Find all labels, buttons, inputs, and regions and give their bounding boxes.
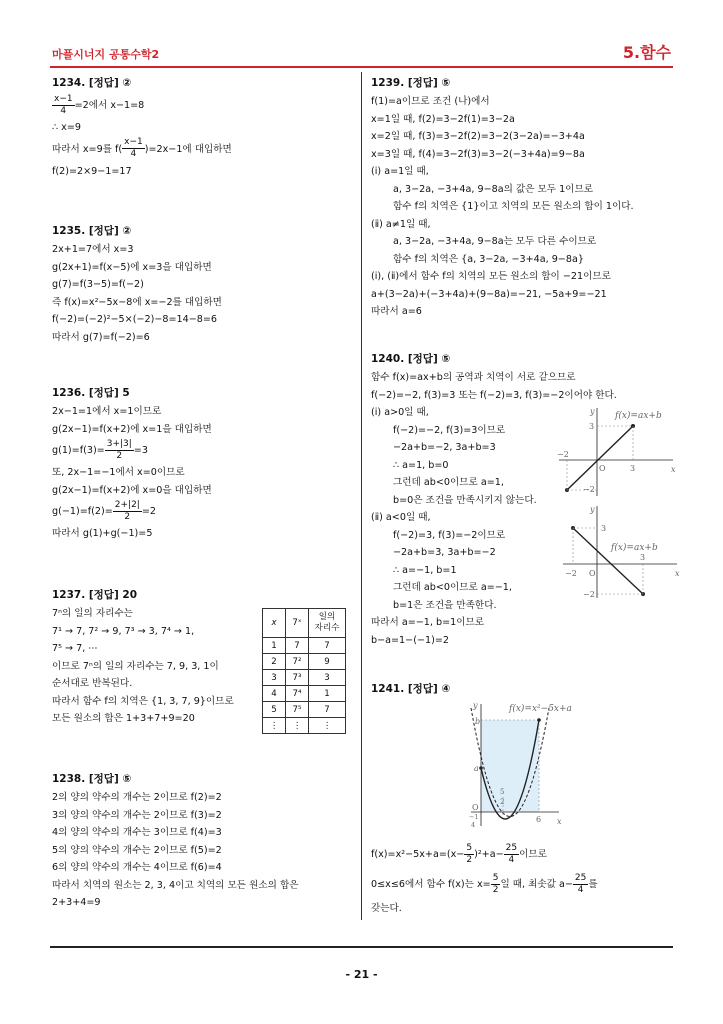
solution-line: −2a+b=−2, 3a+b=3: [393, 442, 496, 453]
solution-line: 5의 양의 약수의 개수는 2이므로 f(5)=2: [52, 844, 222, 856]
solution-line: 2x+1=7에서 x=3: [52, 244, 134, 255]
y-axis-label: y: [590, 407, 595, 416]
solution-line: 또, 2x−1=−1에서 x=0이므로: [52, 467, 185, 478]
table-row: 3 7³ 3: [263, 670, 346, 686]
fraction: $\frac{x-1}{4}$: [124, 137, 143, 159]
problem-title: 1237. [정답] 20: [52, 589, 138, 601]
problem-title: 1235. [정답] ②: [52, 225, 132, 237]
solution-line: (ⅰ), (ⅱ)에서 함수 f의 치역의 모든 원소의 합이 −21이므로: [371, 271, 611, 282]
tick-label: b: [475, 717, 481, 726]
solution-line: x=2일 때, f(3)=3−2f(2)=3−2(3−2a)=−3+4a: [371, 131, 585, 142]
solution-line: x=3일 때, f(4)=3−2f(3)=3−2(−3+4a)=9−8a: [371, 148, 585, 160]
column-divider: [361, 72, 362, 920]
fraction: $\frac{5}{2}$: [492, 872, 499, 895]
solution-line: 따라서 a=6: [371, 306, 422, 317]
solution-line: 함수 f의 치역은 {a, 3−2a, −3+4a, 9−8a}: [393, 253, 584, 265]
solution-line: 이므로 7ⁿ의 일의 자리수는 7, 9, 3, 1이: [52, 660, 219, 672]
function-label: f(x)=ax+b: [615, 411, 662, 421]
problem-1240: [371, 350, 680, 649]
chapter-title: 5.함수: [622, 43, 671, 62]
solution-line: 0≤x≤6에서 함수 f(x)는 x= $\frac{5}{2}$ 일 때, 최솟값 a− $\frac{25}{4}$ 를: [371, 872, 598, 895]
solution-line: 그런데 ab<0이므로 a=−1,: [393, 582, 512, 593]
solution-line: (ⅱ) a<0일 때,: [371, 512, 431, 523]
solution-line: 7¹ → 7, 7² → 9, 7³ → 3, 7⁴ → 1,: [52, 625, 195, 637]
problem-1235: [52, 222, 352, 346]
solution-line: f(x)=x²−5x+a=(x− $\frac{5}{2}$ )²+a− $\frac{25}{4}$ 이므로: [371, 842, 547, 865]
solution-line: 따라서 a=−1, b=1이므로: [371, 617, 485, 628]
solution-line: x=1일 때, f(2)=3−2f(1)=3−2a: [371, 113, 515, 125]
x-axis-label: x: [671, 465, 676, 474]
tick-label: 5: [500, 788, 505, 796]
tick-label: 2: [500, 798, 505, 806]
solution-line: 2+3+4=9: [52, 897, 101, 908]
solution-line: ∴ a=−1, b=1: [393, 564, 457, 576]
solution-line: 3의 양의 약수의 개수는 2이므로 f(3)=2: [52, 809, 222, 821]
function-label: f(x)=ax+b: [611, 543, 658, 553]
solution-line: (ⅰ) a>0일 때,: [371, 407, 429, 418]
solution-line: g(2x+1)=f(x−5)에 x=3을 대입하면: [52, 261, 212, 273]
tick-label: a: [474, 764, 479, 773]
solution-line: f(−2)=−2, f(3)=3이므로: [393, 424, 506, 436]
tick-label: 3: [601, 524, 607, 533]
tick-label: 3: [640, 553, 646, 562]
solution-line: 함수 f(x)=ax+b의 공역과 치역이 서로 같으므로: [371, 372, 576, 383]
table-row: 5 7⁵ 7: [263, 702, 346, 718]
problem-1234: [52, 74, 352, 180]
solution-body: [371, 840, 676, 918]
solution-line: 7ⁿ의 일의 자리수는: [52, 608, 133, 619]
solution-line: f(1)=a이므로 조건 (나)에서: [371, 96, 490, 107]
fraction: $\frac{5}{2}$: [466, 842, 473, 865]
solution-line: −2a+b=3, 3a+b=−2: [393, 547, 496, 558]
tick-label: −2: [557, 450, 569, 459]
solution-line: f(2)=2×9−1=17: [52, 165, 132, 177]
solution-line: ∴ a=1, b=0: [393, 459, 449, 471]
table-row: ⋮ ⋮ ⋮: [263, 718, 346, 734]
solution-line: 2의 양의 약수의 개수는 2이므로 f(2)=2: [52, 792, 222, 803]
page-number: - 21 -: [345, 968, 378, 981]
table-header: 일의 자리수: [309, 609, 346, 638]
solution-line: f(−2)=3, f(3)=−2이므로: [393, 529, 506, 541]
solution-line: 따라서 치역의 원소는 2, 3, 4이고 치역의 모든 원소의 합은: [52, 879, 299, 891]
book-title: 마플시너지 공통수학2: [52, 48, 160, 61]
solution-line: 그런데 ab<0이므로 a=1,: [393, 477, 504, 488]
footer-rule: [50, 946, 673, 948]
solution-line: g(7)=f(3−5)=f(−2): [52, 279, 144, 290]
solution-line: 따라서 g(1)+g(−1)=5: [52, 528, 153, 539]
problem-1238: [52, 770, 352, 912]
line-graph: [573, 528, 646, 594]
solution-line: g(−1)=f(2)= $\frac{2+|2|}{2}$ =2: [52, 499, 156, 522]
solution-line: (ⅱ) a≠1일 때,: [371, 218, 431, 230]
fraction: $\frac{2+|2|}{2}$: [114, 499, 140, 522]
solution-line: f(−2)=(−2)²−5×(−2)−8=14−8=6: [52, 314, 218, 325]
units-digit-table: [262, 608, 346, 734]
problem-title: 1238. [정답] ⑤: [52, 773, 132, 785]
tick-label: 4: [471, 821, 476, 829]
solution-line: 따라서 g(7)=f(−2)=6: [52, 331, 150, 343]
solution-line: 4의 양의 약수의 개수는 3이므로 f(4)=3: [52, 827, 222, 838]
solution-line: (ⅰ) a=1일 때,: [371, 166, 429, 177]
tick-label: −2: [565, 569, 577, 578]
solution-line: 갖는다.: [371, 903, 402, 914]
parabola-graph: [467, 700, 607, 830]
tick-label: −2: [583, 485, 595, 494]
solution-line: 즉 f(x)=x²−5x−8에 x=−2를 대입하면: [52, 296, 222, 308]
problem-title: 1240. [정답] ⑤: [371, 353, 451, 365]
graph-decreasing-line: [557, 502, 683, 602]
fraction: $\frac{25}{4}$: [574, 872, 587, 895]
table-header: x: [263, 609, 286, 638]
problem-1239: [371, 74, 676, 321]
tick-label: 3: [630, 464, 636, 473]
solution-line: $\frac{x-1}{4}$ =2에서 x−1=8: [54, 93, 145, 116]
solution-line: g(2x−1)=f(x+2)에 x=0을 대입하면: [52, 484, 212, 496]
solution-line: a, 3−2a, −3+4a, 9−8a는 모두 다른 수이므로: [393, 236, 597, 247]
solution-line: a, 3−2a, −3+4a, 9−8a의 값은 모두 1이므로: [393, 183, 593, 195]
line-graph: [567, 426, 636, 490]
table-header: 7ˣ: [286, 609, 309, 638]
table-row: 1 7 7: [263, 638, 346, 654]
solution-line: ∴ x=9: [52, 122, 81, 133]
solution-line: f(−2)=−2, f(3)=3 또는 f(−2)=3, f(3)=−2이어야 한다.: [371, 389, 617, 401]
solution-line: 함수 f의 치역은 {1}이고 치역의 모든 원소의 합이 1이다.: [393, 201, 634, 212]
fraction: $\frac{x-1}{4}$: [54, 93, 73, 116]
problem-title: 1234. [정답] ②: [52, 77, 132, 89]
solution-line: g(2x−1)=f(x+2)에 x=1을 대입하면: [52, 423, 212, 435]
solution-line: 따라서 함수 f의 치역은 {1, 3, 7, 9}이므로: [52, 695, 234, 707]
solution-line: 모든 원소의 합은 1+3+7+9=20: [52, 713, 195, 724]
problem-1236: [52, 384, 352, 543]
solution-line: 6의 양의 약수의 개수는 4이므로 f(6)=4: [52, 862, 222, 873]
x-axis-label: x: [557, 817, 562, 826]
origin-label: O: [472, 803, 479, 812]
origin-label: O: [589, 569, 596, 578]
endpoint: [537, 718, 541, 722]
graph-increasing-line: [553, 406, 679, 500]
function-label: f(x)=x²−5x+a: [509, 704, 572, 714]
tick-label: −2: [583, 590, 595, 599]
solution-line: 따라서 x=9를 f( $\frac{x-1}{4}$ )=2x−1에 대입하면: [52, 137, 232, 159]
fraction: $\frac{3+|3|}{2}$: [106, 438, 132, 461]
origin-label: O: [599, 464, 606, 473]
x-axis-label: x: [675, 569, 680, 578]
problem-1237: [52, 586, 352, 731]
solution-line: 2x−1=1에서 x=1이므로: [52, 406, 162, 417]
table-row: 4 7⁴ 1: [263, 686, 346, 702]
tick-label: −1: [469, 813, 479, 821]
solution-line: a+(3−2a)+(−3+4a)+(9−8a)=−21, −5a+9=−21: [371, 288, 607, 300]
solution-line: 7⁵ → 7, ⋯: [52, 643, 98, 654]
header-rule: [50, 66, 673, 68]
y-axis-label: y: [473, 701, 478, 710]
problem-title: 1239. [정답] ⑤: [371, 77, 451, 89]
y-axis-label: y: [590, 505, 595, 514]
problem-title: 1241. [정답] ④: [371, 683, 451, 695]
problem-title: 1236. [정답] 5: [52, 387, 130, 399]
tick-label: 3: [589, 422, 595, 431]
solution-line: g(1)=f(3)= $\frac{3+|3|}{2}$ =3: [52, 438, 148, 461]
fraction: $\frac{25}{4}$: [505, 842, 518, 865]
problem-1241: [371, 680, 676, 914]
solution-line: b−a=1−(−1)=2: [371, 634, 449, 646]
table-row: 2 7² 9: [263, 654, 346, 670]
solution-line: 순서대로 반복된다.: [52, 678, 133, 689]
solution-line: b=1은 조건을 만족한다.: [393, 599, 497, 611]
solution-line: b=0은 조건을 만족시키지 않는다.: [393, 494, 537, 506]
tick-label: 6: [536, 815, 542, 824]
endpoint: [479, 766, 483, 770]
